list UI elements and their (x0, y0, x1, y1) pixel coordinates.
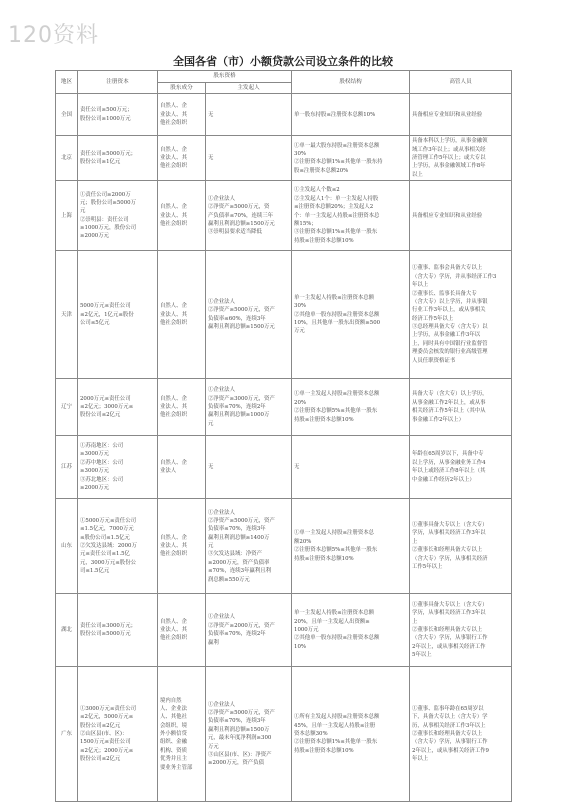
cell-line: ②净资产≥3000万元，资产 (208, 395, 275, 402)
capital-cell (78, 181, 158, 251)
cell-line: 负债率≤70%，连续2年 (208, 631, 266, 638)
cell-line: ①责任公司≥2000万 (80, 191, 131, 198)
cell-line: 10% (294, 643, 306, 650)
cell-line: ≤1.5亿元，7000万元 (80, 526, 134, 533)
executives-cell (410, 499, 512, 594)
cell-line: 域工作3年以上；或从事相关经 (412, 146, 486, 153)
cell-line: ②注册资本总额5%≤其他单一股东 (294, 547, 378, 554)
main-initiator-cell (206, 251, 292, 379)
cell-line: 单一主发起人持股≤注册资本总额 (294, 610, 375, 617)
cell-line: ≥1000万元，股份公司 (80, 225, 136, 232)
cell-line: 济管理工作5年以上；或大专以 (412, 155, 486, 162)
cell-line: ≥3000万元 (80, 451, 110, 458)
cell-line: ③注册资本总额1%≤其他单一股东 (294, 229, 378, 236)
cell-line: 元，最末年度净利润≥300 (208, 735, 272, 742)
equity-cell (292, 181, 410, 251)
cell-line: 2年以上，或从事相关经济工作9 (412, 747, 489, 754)
cell-line: 司≤1.5亿元 (80, 568, 110, 575)
cell-line: （含大专）学历，并从事经济工作3 (412, 273, 497, 280)
header-shareholder-type: 股东成分 (158, 82, 206, 94)
cell-line: ②董事长、监事长具备大专 (412, 290, 477, 297)
cell-line: 他社会组织 (160, 120, 187, 126)
cell-line: 上学历，从事金融工作3年以 (412, 332, 481, 339)
header-main-initiator: 主发起人 (206, 82, 292, 94)
cell-line: （含大专）学历，从事银行工作 (412, 739, 488, 746)
cell-line: 单一主发起人持股≤注册资本总额 (294, 294, 375, 301)
cell-line: 理委员会核发的银行业高级管理 (412, 349, 488, 356)
cell-line: 工作5年以上 (412, 563, 443, 570)
cell-line: 责任公司≥5000万元； (80, 150, 136, 157)
cell-line: ②净资产≥2000万元，资产 (208, 622, 275, 629)
region-cell: 辽宁 (56, 379, 78, 436)
cell-line: 业法人、其 (160, 111, 187, 118)
shareholder-type-cell (158, 181, 206, 251)
comparison-table (55, 70, 512, 802)
cell-line: 赢利且利润总额≥1500万元 (208, 220, 275, 227)
cell-line: ≤2亿元，1亿元≤股份 (80, 311, 134, 318)
cell-line: ①企业法人 (208, 298, 235, 305)
cell-line: 经济工作5年以上 (412, 315, 454, 322)
cell-line: 元≤责任公司≤1.5亿 (80, 551, 130, 558)
cell-line: （含大专）学历，从事银行工作 (412, 635, 488, 642)
cell-line: ②注册资本总额1%≤其他单一股东持 (294, 159, 383, 166)
cell-line: 20% (294, 399, 306, 406)
cell-line: 他社会组织 (160, 220, 187, 227)
cell-line: ②苏中地区：公司 (80, 459, 124, 466)
executives-cell (410, 94, 512, 136)
cell-line: 业法人、其 (160, 212, 187, 219)
cell-line: 业法人、其 (160, 311, 187, 318)
cell-line: 45%，且单一主发起人持股≤注册 (294, 722, 376, 729)
equity-cell (292, 136, 410, 181)
executives-cell (410, 379, 512, 436)
equity-cell (292, 667, 410, 802)
header-executives: 高管人员 (410, 71, 512, 94)
cell-line: ②董事长和经理具备大专以上 (412, 627, 483, 633)
cell-line: 中金融工作经历2年以上） (412, 476, 475, 483)
cell-line: 1000万元 (294, 627, 319, 633)
shareholder-type-cell (158, 251, 206, 379)
cell-line: 自然人、企 (160, 303, 187, 310)
table-row (56, 436, 512, 499)
cell-line: ①单一主发起人持股≤注册资本总 (294, 530, 375, 537)
cell-line: 人、其他社 (160, 714, 187, 721)
cell-line: ≥2000万元 (80, 233, 110, 240)
cell-line: 赢利且利润总额≥1500万 (208, 726, 270, 733)
cell-line: 学历，从事相关经济工作3年以 (412, 610, 486, 617)
cell-line: 年以上 (412, 282, 429, 289)
cell-line: ≤70%，连续3年赢利且利 (208, 568, 272, 575)
cell-line: 业法人 (160, 468, 177, 475)
cell-line: 2年以上，或从事相关经济工作 (412, 643, 486, 650)
cell-line: 赢利且利润总额≥1000万 (208, 412, 270, 419)
capital-cell (78, 379, 158, 436)
cell-line: 相关经济工作5年以上（其中从 (412, 408, 486, 415)
cell-line: 产负债率≤70%，连续三年 (208, 212, 274, 219)
cell-line: 额15%； (294, 220, 317, 227)
table-body (56, 94, 512, 802)
cell-line: 以上 (412, 171, 423, 178)
cell-line: ①董事、监事年龄在65周岁以 (412, 705, 484, 712)
cell-line: 2000万元≤责任公司 (80, 395, 131, 402)
main-initiator-cell (206, 667, 292, 802)
region-cell: 山东 (56, 499, 78, 594)
main-initiator-cell (206, 499, 292, 594)
cell-line: 要业务主管部 (160, 764, 193, 771)
cell-line: ②其他单一股东持股≤注册资本总额 (294, 635, 380, 642)
cell-line: ≤注册资本总额20%；主发起人2 (294, 204, 374, 211)
cell-line: ②主发起人1个：单一主发起人持股 (294, 195, 379, 202)
cell-line: 他社会组织 (160, 412, 187, 419)
cell-line: 从事金融工作2年以上，或从事 (412, 399, 486, 406)
cell-line: 下，具备大专以上（含大专）学 (412, 714, 488, 721)
executives-cell (410, 181, 512, 251)
cell-line: 历，从事相关经济工作3年以上 (412, 722, 486, 729)
equity-cell (292, 379, 410, 436)
shareholder-type-cell (158, 379, 206, 436)
cell-line: 赢利且利润总额≥1400万 (208, 534, 270, 541)
cell-line: ①5000万元≤责任公司 (80, 517, 136, 524)
shareholder-type-cell (158, 667, 206, 802)
cell-line: 赢利且利润总额≥1500万元 (208, 324, 275, 331)
cell-line: 上学历，从事金融领域工作8年 (412, 163, 486, 170)
header-qualification: 股东资格 (158, 71, 292, 83)
cell-line: ②董事长和经理具备大专以上 (412, 547, 483, 554)
cell-line: 万元 (294, 328, 305, 335)
cell-line: 个：单一主发起人持股≤注册资本总 (294, 212, 380, 219)
cell-line: ≤股份公司≤1.5亿元 (80, 534, 130, 541)
cell-line: 股份公司≥1亿元 (80, 159, 121, 166)
header-region: 地区 (56, 71, 78, 94)
main-initiator-cell (206, 594, 292, 667)
cell-line: ②崇明县：责任公司 (80, 216, 129, 223)
cell-line: ③总经理具备大专（含大专）以 (412, 324, 488, 331)
equity-cell (292, 499, 410, 594)
cell-line: 无 (294, 464, 300, 470)
cell-line: ≥2000万元，资产负债 (208, 760, 264, 767)
cell-line: ③山区县(市、区)：净资产 (208, 751, 272, 758)
cell-line: ①董事、监事会具备大专以上 (412, 265, 483, 272)
cell-line: 上 (412, 618, 418, 625)
cell-line: 30% (294, 150, 306, 157)
shareholder-type-cell (158, 594, 206, 667)
equity-cell (292, 436, 410, 499)
cell-line: 持股≤注册资本总额10% (294, 416, 354, 423)
cell-line: 组织、金融 (160, 739, 187, 746)
region-cell: 全国 (56, 94, 78, 136)
cell-line: ①企业法人 (208, 387, 235, 394)
cell-line: 业法人、其 (160, 155, 187, 162)
executives-cell (410, 251, 512, 379)
cell-line: ①3000万元≤责任公司 (80, 705, 136, 712)
equity-cell (292, 594, 410, 667)
cell-line: 学历，从事相关经济工作3年以 (412, 530, 486, 537)
cell-line: ≤2亿元；3000万元≤ (80, 404, 134, 410)
cell-line: 具备大专（含大专）以上学历， (412, 391, 488, 398)
cell-line: ①苏南地区：公司 (80, 443, 124, 450)
cell-line: ②净资产≥5000万元，资产 (208, 710, 275, 717)
cell-line: ①企业法人 (208, 509, 235, 516)
capital-cell (78, 594, 158, 667)
cell-line: 会组织，境 (160, 722, 187, 729)
capital-cell (78, 94, 158, 136)
cell-line: ②净资产≥5000万元，资产 (208, 517, 275, 524)
region-cell: 天津 (56, 251, 78, 379)
main-initiator-cell (206, 94, 292, 136)
cell-line: ②注册资本总额5%≤其他单一股东 (294, 408, 378, 415)
cell-line: 1500万元≤责任公司 (80, 739, 131, 746)
cell-line: 持股≤注册资本总额10% (294, 747, 354, 754)
cell-line: 具备相应专业知识和从业经验 (412, 212, 483, 219)
main-initiator-cell (206, 436, 292, 499)
cell-line: 持股≤注册资本总额10% (294, 237, 354, 244)
shareholder-type-cell (158, 136, 206, 181)
capital-cell (78, 667, 158, 802)
region-cell: 广东 (56, 667, 78, 802)
cell-line: 自然人、企 (160, 459, 187, 466)
capital-cell (78, 499, 158, 594)
region-cell: 湖北 (56, 594, 78, 667)
cell-line: 机构、资质 (160, 747, 187, 754)
table-row (56, 594, 512, 667)
cell-line: 20%，且单一主发起人出资额≥ (294, 618, 370, 625)
cell-line: 负债率≤70%，连续3年 (208, 718, 266, 725)
cell-line: ①董事具备大专以上（含大专） (412, 601, 488, 608)
equity-cell (292, 251, 410, 379)
cell-line: ≤2亿元；2000万元≤ (80, 747, 134, 754)
cell-line: ②欠发达县域：2000万 (80, 543, 137, 549)
region-cell: 江苏 (56, 436, 78, 499)
cell-line: ①董事具备大专以上（含大专） (412, 522, 488, 529)
cell-line: 自然人、企 (160, 395, 187, 402)
cell-line: ≥2000万元，资产负债率 (208, 559, 270, 566)
cell-line: 上，同时具有中国银行业监督管 (412, 340, 488, 347)
cell-line: 赢利 (208, 639, 219, 646)
shareholder-type-cell (158, 94, 206, 136)
cell-line: 行业工作3年以上，或从事相关 (412, 307, 486, 314)
cell-line: 自然人、企 (160, 146, 187, 153)
cell-line: 他社会组织 (160, 319, 187, 326)
cell-line: 无 (208, 111, 214, 118)
cell-line: ①单一主发起人持股≤注册资本总额 (294, 391, 380, 398)
cell-line: 额20% (294, 538, 312, 545)
executives-cell (410, 667, 512, 802)
cell-line: 自然人、企 (160, 204, 187, 211)
cell-line: ①企业法人 (208, 195, 235, 202)
cell-line: ≤2亿元，5000万元≤ (80, 714, 134, 721)
cell-line: 负债率≤60%，连续3年 (208, 315, 266, 322)
cell-line: 业法人、其 (160, 404, 187, 410)
cell-line: 自然人、企 (160, 618, 187, 625)
table-row (56, 499, 512, 594)
cell-line: ①企业法人 (208, 614, 235, 621)
region-cell: 北京 (56, 136, 78, 181)
cell-line: ②净资产≥5000万元，资 (208, 204, 270, 211)
cell-line: 万元 (208, 743, 219, 750)
cell-line: ②董事长和经理具备大专以上 (412, 731, 483, 737)
cell-line: 年龄在65周岁以下，具备中专 (412, 451, 484, 458)
cell-line: 10%，且其他单一股东出资额≥500 (294, 319, 381, 326)
cell-line: 元 (208, 420, 214, 427)
cell-line: 负债率≤70%，连续2年 (208, 404, 266, 410)
cell-line: 上 (412, 538, 418, 545)
cell-line: 他社会组织 (160, 163, 187, 170)
cell-line: ①单一最大股东持股≤注册资本总额 (294, 142, 380, 149)
cell-line: ②净资产≥5000万元，资产 (208, 307, 275, 314)
cell-line: 具备相应专业知识和从业经验 (412, 111, 483, 118)
cell-line: 30% (294, 303, 306, 310)
table-row (56, 136, 512, 181)
cell-line: 股份公司≤2亿元 (80, 722, 121, 729)
main-initiator-cell (206, 136, 292, 181)
cell-line: ①企业法人 (208, 701, 235, 708)
cell-line: 外小额信贷 (160, 731, 187, 737)
cell-line: 单一股东持股≤注册资本总额10% (294, 111, 376, 118)
cell-line: 年以上 (412, 756, 429, 763)
cell-line: 元；股份公司≥5000万 (80, 199, 136, 206)
table-row (56, 667, 512, 802)
cell-line: 元 (80, 208, 86, 215)
cell-line: ≥2000万元 (80, 484, 110, 491)
main-initiator-cell (206, 181, 292, 251)
cell-line: 他社会组织 (160, 551, 187, 558)
cell-line: 股份公司≥1000万元 (80, 115, 131, 122)
cell-line: ②注册资本总额1%≤其他单一股东 (294, 739, 378, 746)
table-row (56, 379, 512, 436)
cell-line: 股份公司≤2亿元 (80, 756, 121, 763)
cell-line: ①所有主发起人持股≤注册资本总额 (294, 714, 380, 721)
region-cell: 上海 (56, 181, 78, 251)
table-row (56, 251, 512, 379)
cell-line: 他社会组织 (160, 635, 187, 642)
cell-line: 股份公司≤2亿元 (80, 412, 121, 419)
cell-line: 人、企业法 (160, 705, 187, 712)
cell-line: 业法人、其 (160, 627, 187, 633)
cell-line: 责任公司≥3000万元； (80, 622, 136, 629)
equity-cell (292, 94, 410, 136)
cell-line: 负债率≤70%，连续3年 (208, 526, 266, 533)
cell-line: ③崇明县要求适当降低 (208, 229, 262, 236)
cell-line: 自然人、企 (160, 534, 187, 541)
cell-line: 润总额≥550万元 (208, 576, 250, 583)
cell-line: 人员任职资格证书 (412, 357, 456, 364)
cell-line: （含大专）学历，从事相关经济 (412, 555, 488, 562)
cell-line: 具备本科以上学历，从事金融领 (412, 138, 488, 145)
watermark: 120资料 (8, 23, 99, 48)
cell-line: 元，3000万元≤股份公 (80, 559, 136, 566)
capital-cell (78, 136, 158, 181)
document-title: 全国各省（市）小额贷款公司设立条件的比较 (173, 55, 393, 68)
cell-line: 股份公司≥5000万元 (80, 631, 131, 638)
cell-line: 责任公司≥500万元； (80, 107, 133, 114)
cell-line: 5000万元≤责任公司 (80, 303, 131, 310)
cell-line: ≥3000万元 (80, 468, 110, 475)
cell-line: 以上学历，从事金融业务工作4 (412, 459, 486, 466)
executives-cell (410, 436, 512, 499)
cell-line: 无 (208, 155, 214, 162)
cell-line: 年以上或经济工作8年以上（其 (412, 468, 486, 475)
cell-line: ③欠发达县域：净资产 (208, 551, 262, 558)
cell-line: 优秀并且主 (160, 756, 187, 763)
cell-line: ②其他单一股东持股≤注册资本总额 (294, 311, 380, 318)
cell-line: 无 (208, 464, 214, 470)
cell-line: 公司≤5亿元 (80, 319, 110, 326)
cell-line: 自然人、企 (160, 103, 187, 110)
header-capital: 注册资本 (78, 71, 158, 94)
cell-line: ①主发起人个数≤2 (294, 187, 340, 194)
cell-line: 境内自然 (160, 697, 182, 704)
main-initiator-cell (206, 379, 292, 436)
cell-line: 股≤注册资本总额20% (294, 167, 349, 174)
table-row (56, 94, 512, 136)
executives-cell (410, 594, 512, 667)
header-equity: 股权结构 (292, 71, 410, 94)
capital-cell (78, 436, 158, 499)
capital-cell (78, 251, 158, 379)
cell-line: 元 (208, 543, 214, 549)
cell-line: 业法人、其 (160, 543, 187, 549)
shareholder-type-cell (158, 499, 206, 594)
table-row (56, 181, 512, 251)
cell-line: 持股≤注册资本总额10% (294, 555, 354, 562)
executives-cell (410, 136, 512, 181)
shareholder-type-cell (158, 436, 206, 499)
cell-line: 事金融工作2年以上） (412, 416, 464, 423)
cell-line: （含大专）以上学历，并从事银 (412, 298, 488, 305)
cell-line: ②山区县(市、区)： (80, 731, 128, 737)
cell-line: 资本总额30% (294, 731, 328, 737)
cell-line: 5年以上 (412, 652, 432, 659)
header-row-1 (56, 71, 512, 83)
cell-line: ③苏北地区：公司 (80, 476, 124, 483)
